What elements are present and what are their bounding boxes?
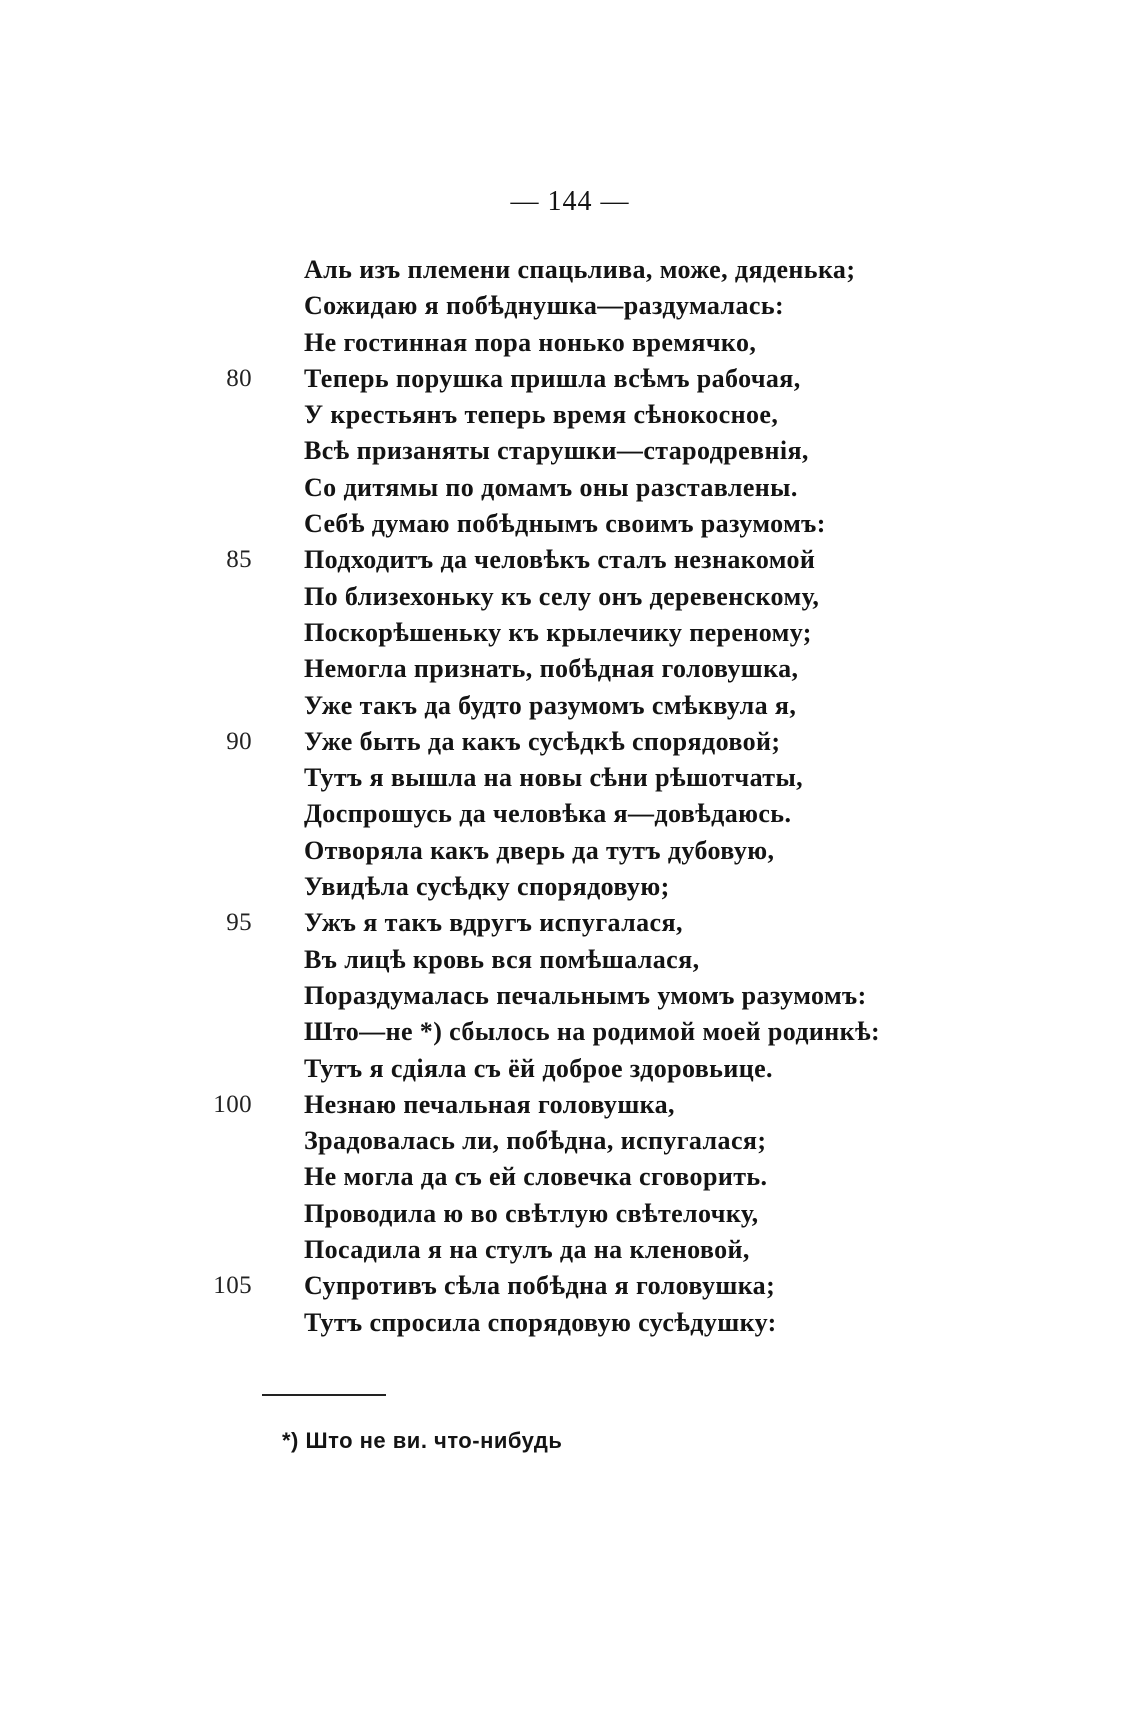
verse-line-text: Посадила я на стулъ да на кленовой, (304, 1235, 750, 1265)
verse-line-text: Доспрошусь да человѣка я—довѣдаюсь. (304, 799, 792, 829)
verse-line (260, 651, 900, 687)
verse-line-text: Тутъ я вышла на новы сѣни рѣшотчаты, (304, 763, 804, 793)
verse-line (226, 361, 900, 397)
verse-line-text: Ужъ я такъ вдругъ испугалася, (304, 908, 683, 938)
verse-line (260, 470, 900, 506)
verse-line-text: Зрадовалась ли, побѣдна, испугалася; (304, 1126, 767, 1156)
footnote: *) Што не ви. что-нибудь (282, 1428, 563, 1453)
verse-line-text: Незнаю печальная головушка, (304, 1089, 675, 1119)
verse-line (213, 1268, 900, 1304)
verse-line-text: Немогла признать, побѣдная головушка, (304, 654, 799, 684)
verse-line-text: Не гостинная пора нонько времячко, (304, 327, 757, 357)
verse-line (260, 833, 900, 869)
verse-line-text: Сожидаю я побѣднушка—раздумалась: (304, 291, 785, 321)
verse-line (260, 615, 900, 651)
verse-line-text: Тутъ спросила спорядовую сусѣдушку: (304, 1307, 777, 1337)
verse-line-text: Со дитямы по домамъ оны разставлены. (304, 472, 798, 502)
verse-line-text: У крестьянъ теперь время сѣнокосное, (304, 400, 779, 430)
verse-line (260, 760, 900, 796)
verse-line (226, 542, 900, 578)
verse-line (226, 905, 900, 941)
line-number: 85 (226, 546, 252, 574)
verse-line (260, 397, 900, 433)
verse-line (260, 1051, 900, 1087)
verse-line (260, 796, 900, 832)
verse-line-text: По близехоньку къ селу онъ деревенскому, (304, 581, 820, 611)
line-number: 105 (213, 1272, 252, 1300)
verse-line-text: Уже быть да какъ сусѣдкѣ спорядовой; (304, 726, 781, 756)
verse-line-text: Въ лицѣ кровь вся помѣшалася, (304, 944, 700, 974)
verse-line (260, 252, 900, 288)
verse-line-text: Себѣ думаю побѣднымъ своимъ разумомъ: (304, 509, 826, 539)
line-number: 80 (226, 364, 252, 392)
footnote-divider (262, 1394, 386, 1396)
verse-line-text: Отворяла какъ дверь да тутъ дубовую, (304, 835, 775, 865)
verse-line (213, 1087, 900, 1123)
verse-line (260, 1014, 900, 1050)
verse-line (260, 869, 900, 905)
verse-line (260, 978, 900, 1014)
verse-line (260, 579, 900, 615)
verse-line (260, 1305, 900, 1341)
verse-line-text: Супротивъ сѣла побѣдна я головушка; (304, 1271, 776, 1301)
verse-line (260, 433, 900, 469)
verse-line (260, 1196, 900, 1232)
verse-line-text: Пораздумалась печальнымъ умомъ разумомъ: (304, 980, 867, 1010)
verse-line-text: Всѣ призаняты старушки—стародревнія, (304, 436, 809, 466)
line-number: 90 (226, 727, 252, 755)
verse-line (260, 1159, 900, 1195)
verse-line-text: Не могла да съ ей словечка сговорить. (304, 1162, 768, 1192)
verse-line (226, 724, 900, 760)
verse-block (213, 252, 900, 1341)
line-number: 100 (213, 1090, 252, 1118)
verse-line-text: Тутъ я сдіяла съ ёй доброе здоровьице. (304, 1053, 773, 1083)
verse-line-text: Увидѣла сусѣдку спорядовую; (304, 872, 670, 902)
verse-line-text: Проводила ю во свѣтлую свѣтелочку, (304, 1198, 759, 1228)
verse-line (260, 506, 900, 542)
page-number: — 144 — (510, 186, 630, 217)
line-number: 95 (226, 909, 252, 937)
verse-line (260, 1123, 900, 1159)
verse-line-text: Подходитъ да человѣкъ сталъ незнакомой (304, 545, 816, 575)
verse-line (260, 325, 900, 361)
verse-line (260, 688, 900, 724)
verse-line (260, 288, 900, 324)
verse-line-text: Поскорѣшеньку къ крылечику переному; (304, 617, 812, 647)
verse-line-text: Аль изъ племени спацьлива, може, дяденька; (304, 255, 856, 284)
verse-line (260, 1232, 900, 1268)
verse-line-text: Уже такъ да будто разумомъ смѣквула я, (304, 690, 797, 720)
verse-line-text: Што—не *) сбылось на родимой моей родинкѣ: (304, 1017, 881, 1047)
verse-line (260, 942, 900, 978)
verse-line-text: Теперь порушка пришла всѣмъ рабочая, (304, 363, 801, 393)
